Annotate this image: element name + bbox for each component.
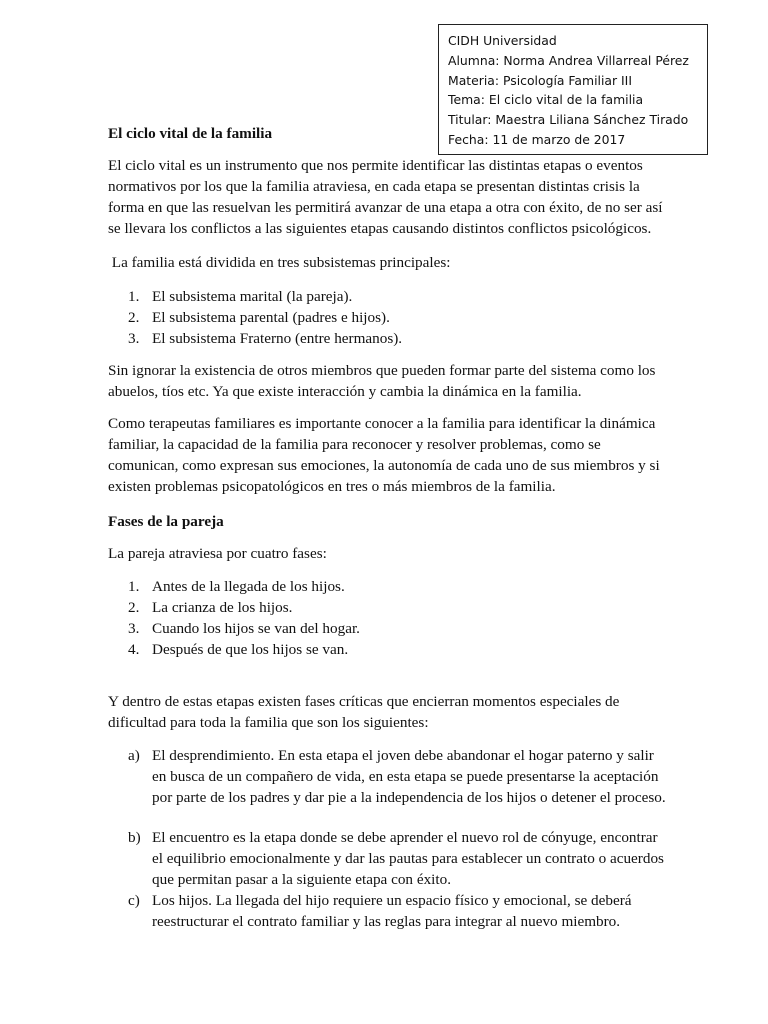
- list-item: [128, 328, 402, 349]
- list-number: 2.: [128, 309, 140, 326]
- subsystems-intro: La familia está dividida en tres subsistemas principales:: [108, 254, 451, 271]
- list-text: El subsistema Fraterno (entre hermanos).: [152, 330, 403, 347]
- list-item: [128, 827, 664, 890]
- critical-phases-list-cont: [128, 827, 664, 932]
- list-marker: a): [128, 747, 140, 764]
- critical-phases-list: [128, 745, 666, 808]
- paragraph-line: normativos por los que la familia atraviesa, en cada etapa se presentan distintas crisis la: [108, 178, 640, 195]
- list-text: La crianza de los hijos.: [152, 599, 293, 616]
- paragraph-line: se llevara los conflictos a las siguientes etapas causando distintos conflictos psicológicos.: [108, 220, 652, 237]
- section-heading: Fases de la pareja: [108, 513, 224, 530]
- list-number: 3.: [128, 620, 140, 637]
- list-item-body: [152, 827, 664, 890]
- intro-paragraph: [108, 155, 668, 239]
- list-text: El subsistema marital (la pareja).: [152, 288, 353, 305]
- paragraph-line: dificultad para toda la familia que son los siguientes:: [108, 714, 429, 731]
- student-line: Alumna: Norma Andrea Villarreal Pérez: [448, 52, 689, 68]
- list-marker: c): [128, 892, 140, 909]
- paragraph-line: que permitan pasar a la siguiente etapa con éxito.: [152, 871, 451, 888]
- subsystems-list: [128, 286, 402, 349]
- paragraph-line: El desprendimiento. En esta etapa el joven debe abandonar el hogar paterno y salir: [152, 747, 654, 764]
- list-item: [128, 597, 360, 618]
- paragraph-line: en busca de un compañero de vida, en esta etapa se puede presentarse la aceptación: [152, 768, 659, 785]
- list-text: El subsistema parental (padres e hijos).: [152, 309, 390, 326]
- paragraph-line: abuelos, tíos etc. Ya que existe interacción y cambia la dinámica en la familia.: [108, 383, 582, 400]
- list-item: [128, 618, 360, 639]
- date-line: Fecha: 11 de marzo de 2017: [448, 131, 626, 147]
- list-item: [128, 307, 402, 328]
- list-item: [128, 576, 360, 597]
- paragraph-line: Como terapeutas familiares es importante conocer a la familia para identificar la dinámica: [108, 415, 656, 432]
- list-item: [128, 745, 666, 808]
- list-marker: b): [128, 829, 141, 846]
- list-text: Después de que los hijos se van.: [152, 641, 349, 658]
- paragraph-line: familiar, la capacidad de la familia para reconocer y resolver problemas, como se: [108, 436, 601, 453]
- paragraph-line: reestructurar el contrato familiar y las reglas para integrar al nuevo miembro.: [152, 913, 621, 930]
- institution-line: CIDH Universidad: [448, 33, 557, 48]
- list-item: [128, 639, 360, 660]
- phases-intro: La pareja atraviesa por cuatro fases:: [108, 545, 327, 562]
- list-number: 4.: [128, 641, 140, 658]
- list-number: 2.: [128, 599, 140, 616]
- therapists-paragraph: [108, 413, 668, 497]
- list-item-body: [152, 745, 666, 808]
- other-members-paragraph: [108, 360, 668, 402]
- paragraph-line: comunican, como expresan sus emociones, la autonomía de cada uno de sus miembros y si: [108, 457, 660, 474]
- document-title: El ciclo vital de la familia: [108, 125, 273, 142]
- list-item-body: [152, 890, 664, 932]
- paragraph-line: Sin ignorar la existencia de otros miembros que pueden formar parte del sistema como los: [108, 362, 656, 379]
- list-number: 1.: [128, 288, 140, 305]
- list-number: 1.: [128, 578, 140, 595]
- phases-list: [128, 576, 360, 660]
- list-item: [128, 890, 664, 932]
- paragraph-line: el equilibrio emocionalmente y dar las pautas para establecer un contrato o acuerdos: [152, 850, 664, 867]
- critical-intro-paragraph: [108, 691, 668, 733]
- paragraph-line: El encuentro es la etapa donde se debe aprender el nuevo rol de cónyuge, encontrar: [152, 829, 658, 846]
- paragraph-line: Los hijos. La llegada del hijo requiere un espacio físico y emocional, se deberá: [152, 892, 632, 909]
- list-text: Antes de la llegada de los hijos.: [152, 578, 345, 595]
- topic-line: Tema: El ciclo vital de la familia: [448, 92, 644, 108]
- paragraph-line: por parte de los padres y dar pie a la independencia de los hijos o detener el proceso.: [152, 789, 666, 806]
- teacher-line: Titular: Maestra Liliana Sánchez Tirado: [448, 112, 689, 128]
- list-text: Cuando los hijos se van del hogar.: [152, 620, 360, 637]
- paragraph-line: existen problemas psicopatológicos en tres o más miembros de la familia.: [108, 478, 556, 495]
- list-number: 3.: [128, 330, 140, 347]
- paragraph-line: Y dentro de estas etapas existen fases críticas que encierran momentos especiales de: [108, 693, 620, 710]
- paragraph-line: El ciclo vital es un instrumento que nos permite identificar las distintas etapas o eventos: [108, 157, 643, 174]
- subject-line: Materia: Psicología Familiar III: [448, 72, 632, 88]
- header-info-box: [438, 24, 708, 155]
- list-item: [128, 286, 402, 307]
- paragraph-line: forma en que las resuelvan les permitirá avanzar de una etapa a otra con éxito, de no ser así: [108, 199, 663, 216]
